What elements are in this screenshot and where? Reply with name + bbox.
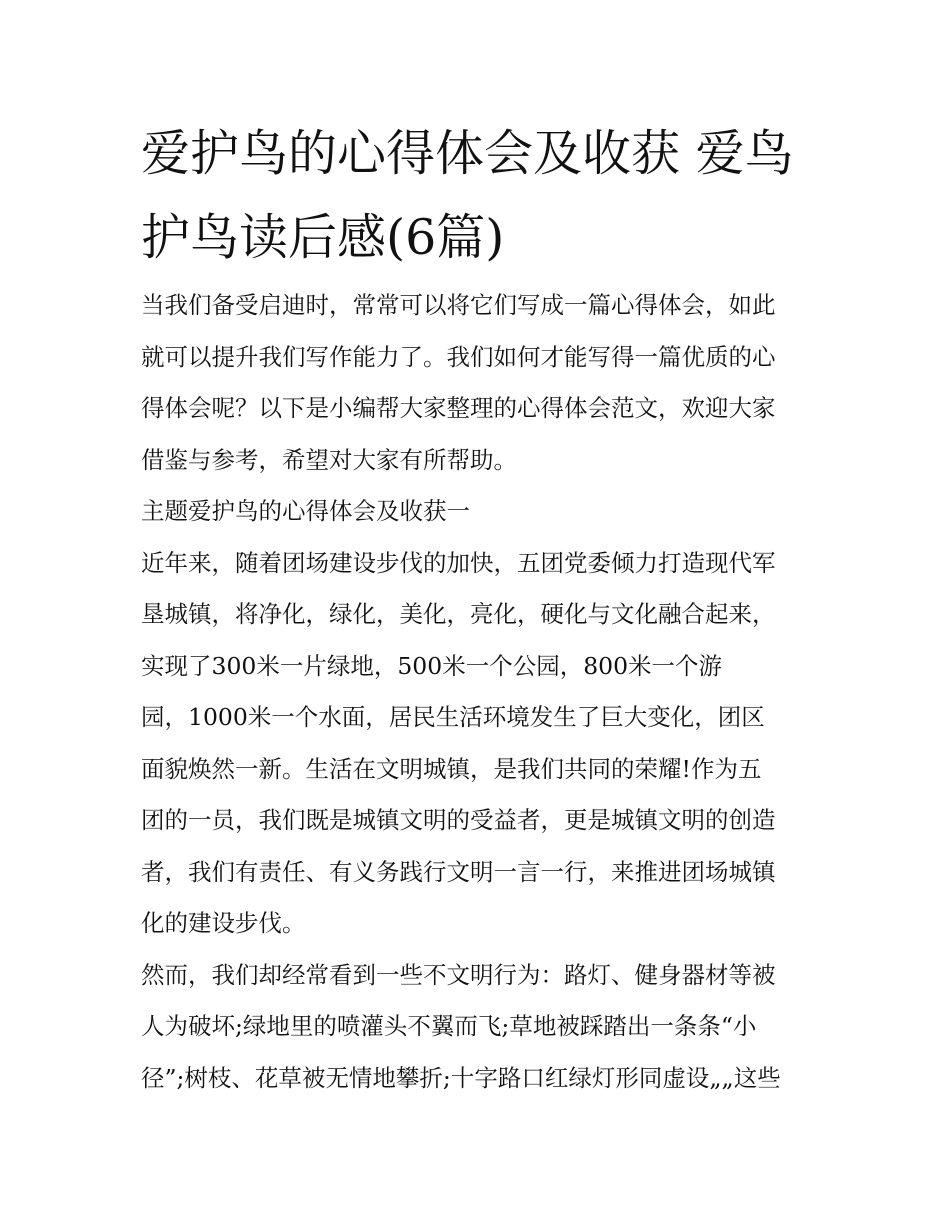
text-line: 化的建设步伐。 — [141, 909, 306, 937]
title-line: 护鸟读后感(6篇) — [141, 209, 505, 266]
paragraph-behavior — [141, 950, 815, 1105]
text-line: 实现了300米一片绿地，500米一个公园，800米一个游 — [141, 651, 723, 680]
document-body — [141, 280, 815, 1104]
text-line: 当我们备受启迪时，常常可以将它们写成一篇心得体会，如此 — [141, 291, 776, 319]
text-line: 然而，我们却经常看到一些不文明行为：路灯、健身器材等被 — [141, 960, 776, 989]
document-title — [141, 112, 821, 280]
text-line: 就可以提升我们写作能力了。我们如何才能写得一篇优质的心 — [141, 342, 776, 371]
text-line: 径”;树枝、花草被无情地攀折;十字路口红绿灯形同虚设„„这些 — [141, 1063, 781, 1092]
section-heading — [141, 486, 815, 538]
text-line: 面貌焕然一新。生活在文明城镇，是我们共同的荣耀!作为五 — [141, 754, 762, 783]
text-line: 垦城镇，将净化，绿化，美化，亮化，硬化与文化融合起来， — [141, 600, 776, 628]
text-line: 人为破坏;绿地里的喷灌头不翼而飞;草地被踩踏出一条条“小 — [141, 1012, 757, 1040]
paragraph-town — [141, 538, 815, 950]
text-line: 借鉴与参考，希望对大家有所帮助。 — [141, 445, 517, 474]
text-line: 主题爱护鸟的心得体会及收获一 — [141, 497, 470, 525]
text-line: 园，1000米一个水面，居民生活环境发生了巨大变化，团区 — [141, 703, 765, 731]
text-line: 团的一员，我们既是城镇文明的受益者，更是城镇文明的创造 — [141, 806, 776, 834]
paragraph-intro — [141, 280, 815, 486]
title-line: 爱护鸟的心得体会及收获 爱鸟 — [141, 125, 794, 182]
text-line: 近年来，随着团场建设步伐的加快，五团党委倾力打造现代军 — [141, 548, 776, 577]
text-line: 得体会呢？以下是小编帮大家整理的心得体会范文，欢迎大家 — [141, 394, 776, 422]
text-line: 者，我们有责任、有义务践行文明一言一行，来推进团场城镇 — [141, 857, 776, 886]
